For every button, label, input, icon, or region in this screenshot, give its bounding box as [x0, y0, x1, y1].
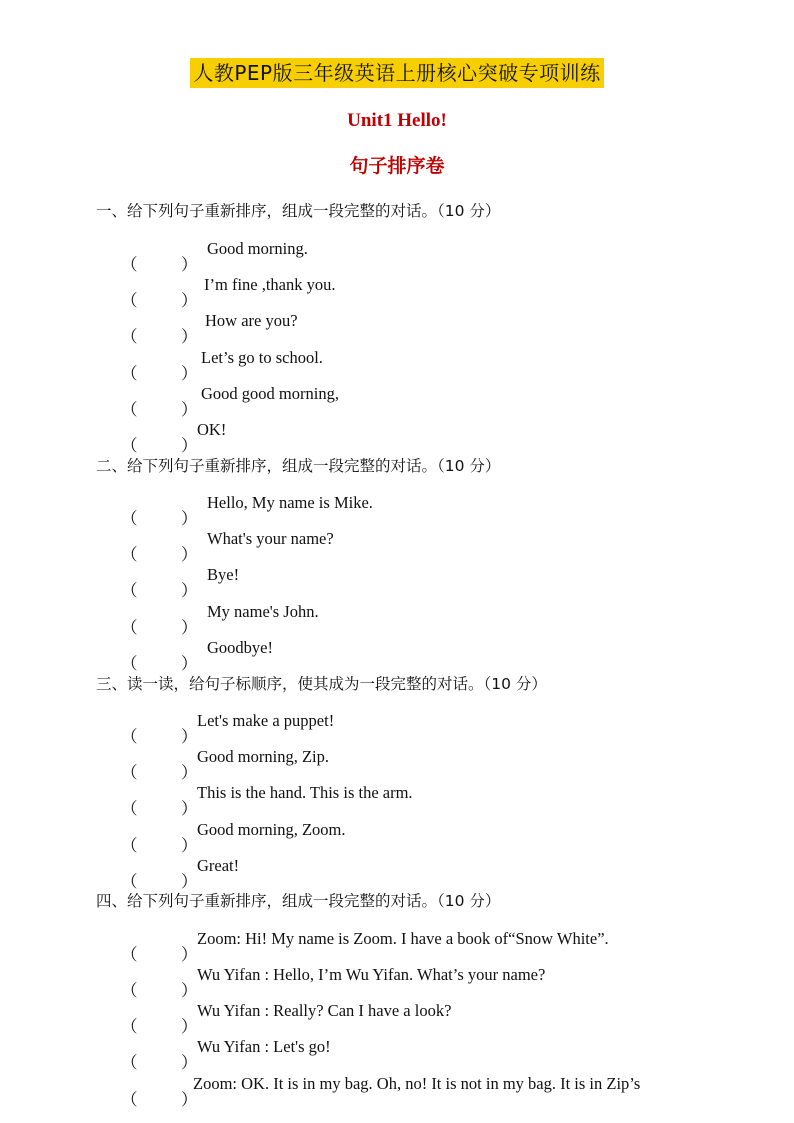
section-2-item-3: （ ） Bye!	[121, 565, 240, 600]
section-4-item-2: （ ） Wu Yifan : Hello, I’m Wu Yifan. What’s your name?	[121, 965, 546, 1000]
section-4-item-1: （ ） Zoom: Hi! My name is Zoom. I have a book of“Snow White”.	[121, 929, 609, 964]
section-1-heading: 一、给下列句子重新排序，组成一段完整的对话。（10 分）	[96, 202, 501, 220]
item-text: Good good morning,	[201, 384, 339, 403]
item-text: Good morning.	[207, 239, 308, 258]
section-1-item-6: （ ） OK!	[121, 420, 227, 455]
section-4-item-4: （ ） Wu Yifan : Let's go!	[121, 1037, 331, 1072]
section-4-item-3: （ ） Wu Yifan : Really? Can I have a look?	[121, 1001, 452, 1036]
section-1-item-3: （ ） How are you?	[121, 311, 298, 346]
item-text: Hello, My name is Mike.	[207, 493, 373, 512]
section-4-item-5: （ ） Zoom: OK. It is in my bag. Oh, no! It is not in my bag. It is in Zip’s	[121, 1074, 641, 1109]
page-title: 人教PEP版三年级英语上册核心突破专项训练	[190, 58, 603, 88]
item-text: This is the hand. This is the arm.	[197, 783, 413, 802]
section-3-item-4: （ ） Good morning, Zoom.	[121, 820, 346, 855]
section-2-item-2: （ ） What's your name?	[121, 529, 334, 564]
section-3-heading: 三、读一读，给句子标顺序，使其成为一段完整的对话。（10 分）	[96, 675, 547, 693]
item-text: Good morning, Zoom.	[197, 820, 346, 839]
section-3-item-2: （ ） Good morning, Zip.	[121, 747, 329, 782]
item-text: OK!	[197, 420, 227, 439]
item-text: Wu Yifan : Hello, I’m Wu Yifan. What’s your name?	[197, 965, 546, 984]
item-text: Let's make a puppet!	[197, 711, 335, 730]
item-text: Goodbye!	[207, 638, 273, 657]
item-text: Let’s go to school.	[201, 348, 323, 367]
section-3-item-5: （ ） Great!	[121, 856, 240, 891]
section-1-item-4: （ ） Let’s go to school.	[121, 348, 323, 383]
section-3-item-1: （ ） Let's make a puppet!	[121, 711, 335, 746]
item-text: I’m fine ,thank you.	[204, 275, 336, 294]
item-text: Wu Yifan : Let's go!	[197, 1037, 331, 1056]
item-text: My name's John.	[207, 602, 319, 621]
item-text: Bye!	[207, 565, 240, 584]
section-2-heading: 二、给下列句子重新排序，组成一段完整的对话。（10 分）	[96, 457, 501, 475]
worksheet-subtitle: 句子排序卷	[349, 155, 445, 177]
item-text: Good morning, Zip.	[197, 747, 329, 766]
section-1-item-2: （ ） I’m fine ,thank you.	[121, 275, 336, 310]
title-wrap	[0, 58, 794, 88]
item-text: Zoom: Hi! My name is Zoom. I have a book of“Snow White”.	[197, 929, 609, 948]
section-2-item-4: （ ） My name's John.	[121, 602, 319, 637]
item-text: Wu Yifan : Really? Can I have a look?	[197, 1001, 452, 1020]
section-4-heading: 四、给下列句子重新排序，组成一段完整的对话。（10 分）	[96, 892, 501, 910]
section-1-item-5: （ ） Good good morning,	[121, 384, 339, 419]
section-1-item-1: （ ） Good morning.	[121, 239, 308, 274]
section-3-item-3: （ ） This is the hand. This is the arm.	[121, 783, 413, 818]
item-text: What's your name?	[207, 529, 334, 548]
item-text: Great!	[197, 856, 240, 875]
section-2-item-1: （ ） Hello, My name is Mike.	[121, 493, 373, 528]
item-text: How are you?	[205, 311, 298, 330]
section-2-item-5: （ ） Goodbye!	[121, 638, 273, 673]
unit-title: Unit1 Hello!	[347, 110, 447, 131]
item-text: Zoom: OK. It is in my bag. Oh, no! It is not in my bag. It is in Zip’s	[193, 1074, 641, 1093]
